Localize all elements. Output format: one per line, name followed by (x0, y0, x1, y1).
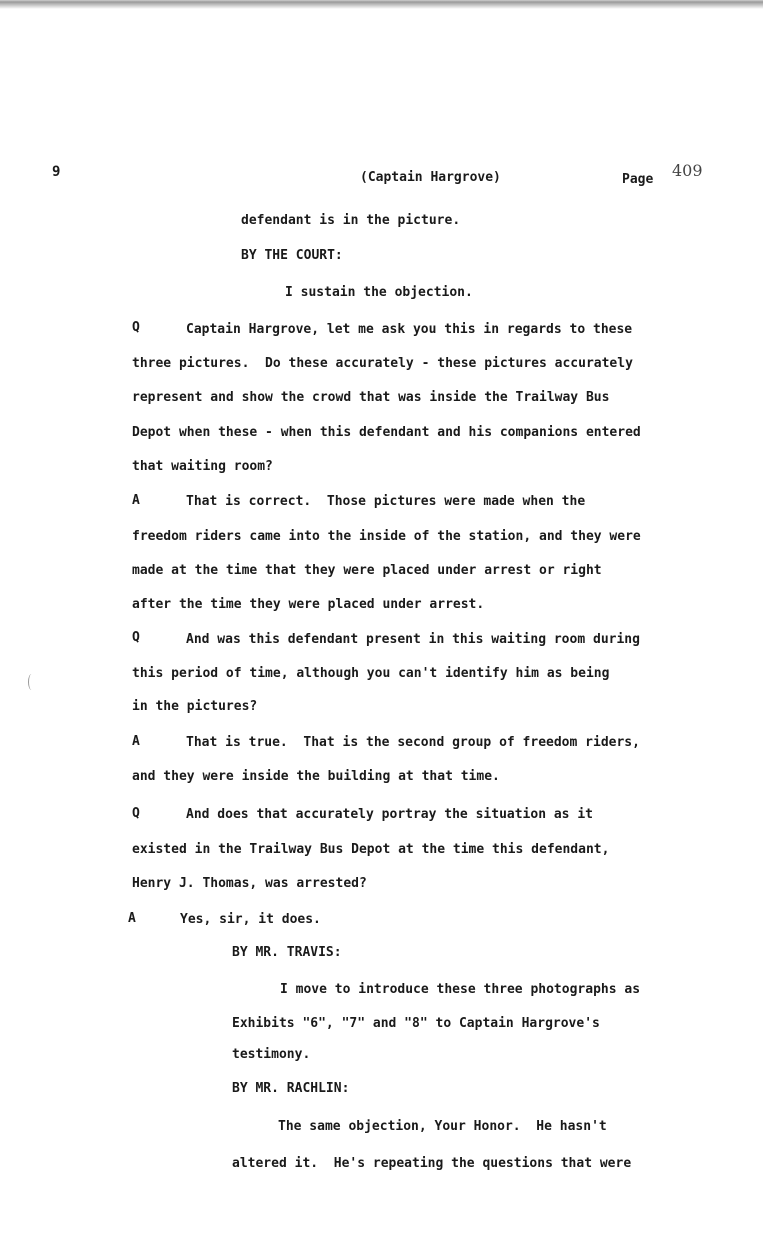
transcript-line: represent and show the crowd that was inside the Trailway Bus (132, 390, 610, 405)
transcript-line: freedom riders came into the inside of the station, and they were (132, 529, 641, 544)
transcript-line: altered it. He's repeating the questions that were (232, 1156, 632, 1171)
speaker-heading: BY THE COURT: (241, 248, 343, 263)
transcript-line: I sustain the objection. (285, 285, 473, 300)
speaker-heading: BY MR. TRAVIS: (232, 945, 342, 960)
transcript-line: I move to introduce these three photographs as (280, 982, 641, 997)
speaker-heading: BY MR. RACHLIN: (232, 1081, 350, 1096)
transcript-line: testimony. (232, 1047, 311, 1062)
question-marker: Q (132, 630, 140, 645)
transcript-line: And does that accurately portray the situation as it (186, 807, 593, 822)
transcript-line: Yes, sir, it does. (180, 912, 321, 927)
transcript-line: The same objection, Your Honor. He hasn't (278, 1119, 607, 1134)
transcript-line: existed in the Trailway Bus Depot at the time this defendant, (132, 842, 610, 857)
transcript-line: this period of time, although you can't identify him as being (132, 666, 610, 681)
transcript-line: defendant is in the picture. (241, 213, 461, 228)
question-marker: Q (132, 806, 140, 821)
answer-marker: A (132, 734, 140, 749)
transcript-line: in the pictures? (132, 699, 258, 714)
transcript-line: after the time they were placed under arrest. (132, 597, 485, 612)
answer-marker: A (132, 493, 140, 508)
transcript-line: Henry J. Thomas, was arrested? (132, 876, 367, 891)
transcript-line: Exhibits "6", "7" and "8" to Captain Hargrove's (232, 1016, 600, 1031)
page-number: 409 (672, 161, 703, 180)
transcript-line: made at the time that they were placed under arrest or right (132, 563, 602, 578)
transcript-line: and they were inside the building at that time. (132, 769, 500, 784)
transcript-line: And was this defendant present in this waiting room during (186, 632, 640, 647)
page-margin-number: 9 (52, 164, 61, 180)
transcript-line: That is correct. Those pictures were made when the (186, 494, 586, 509)
page-label: Page (622, 172, 654, 187)
answer-marker: A (128, 911, 136, 926)
transcript-line: that waiting room? (132, 459, 273, 474)
question-marker: Q (132, 320, 140, 335)
transcript-line: three pictures. Do these accurately - these pictures accurately (132, 356, 633, 371)
margin-pencil-mark (28, 674, 35, 690)
transcript-line: Captain Hargrove, let me ask you this in regards to these (186, 322, 633, 337)
transcript-line: That is true. That is the second group of freedom riders, (186, 735, 640, 750)
witness-header: (Captain Hargrove) (360, 170, 501, 185)
transcript-line: Depot when these - when this defendant and his companions entered (132, 425, 641, 440)
